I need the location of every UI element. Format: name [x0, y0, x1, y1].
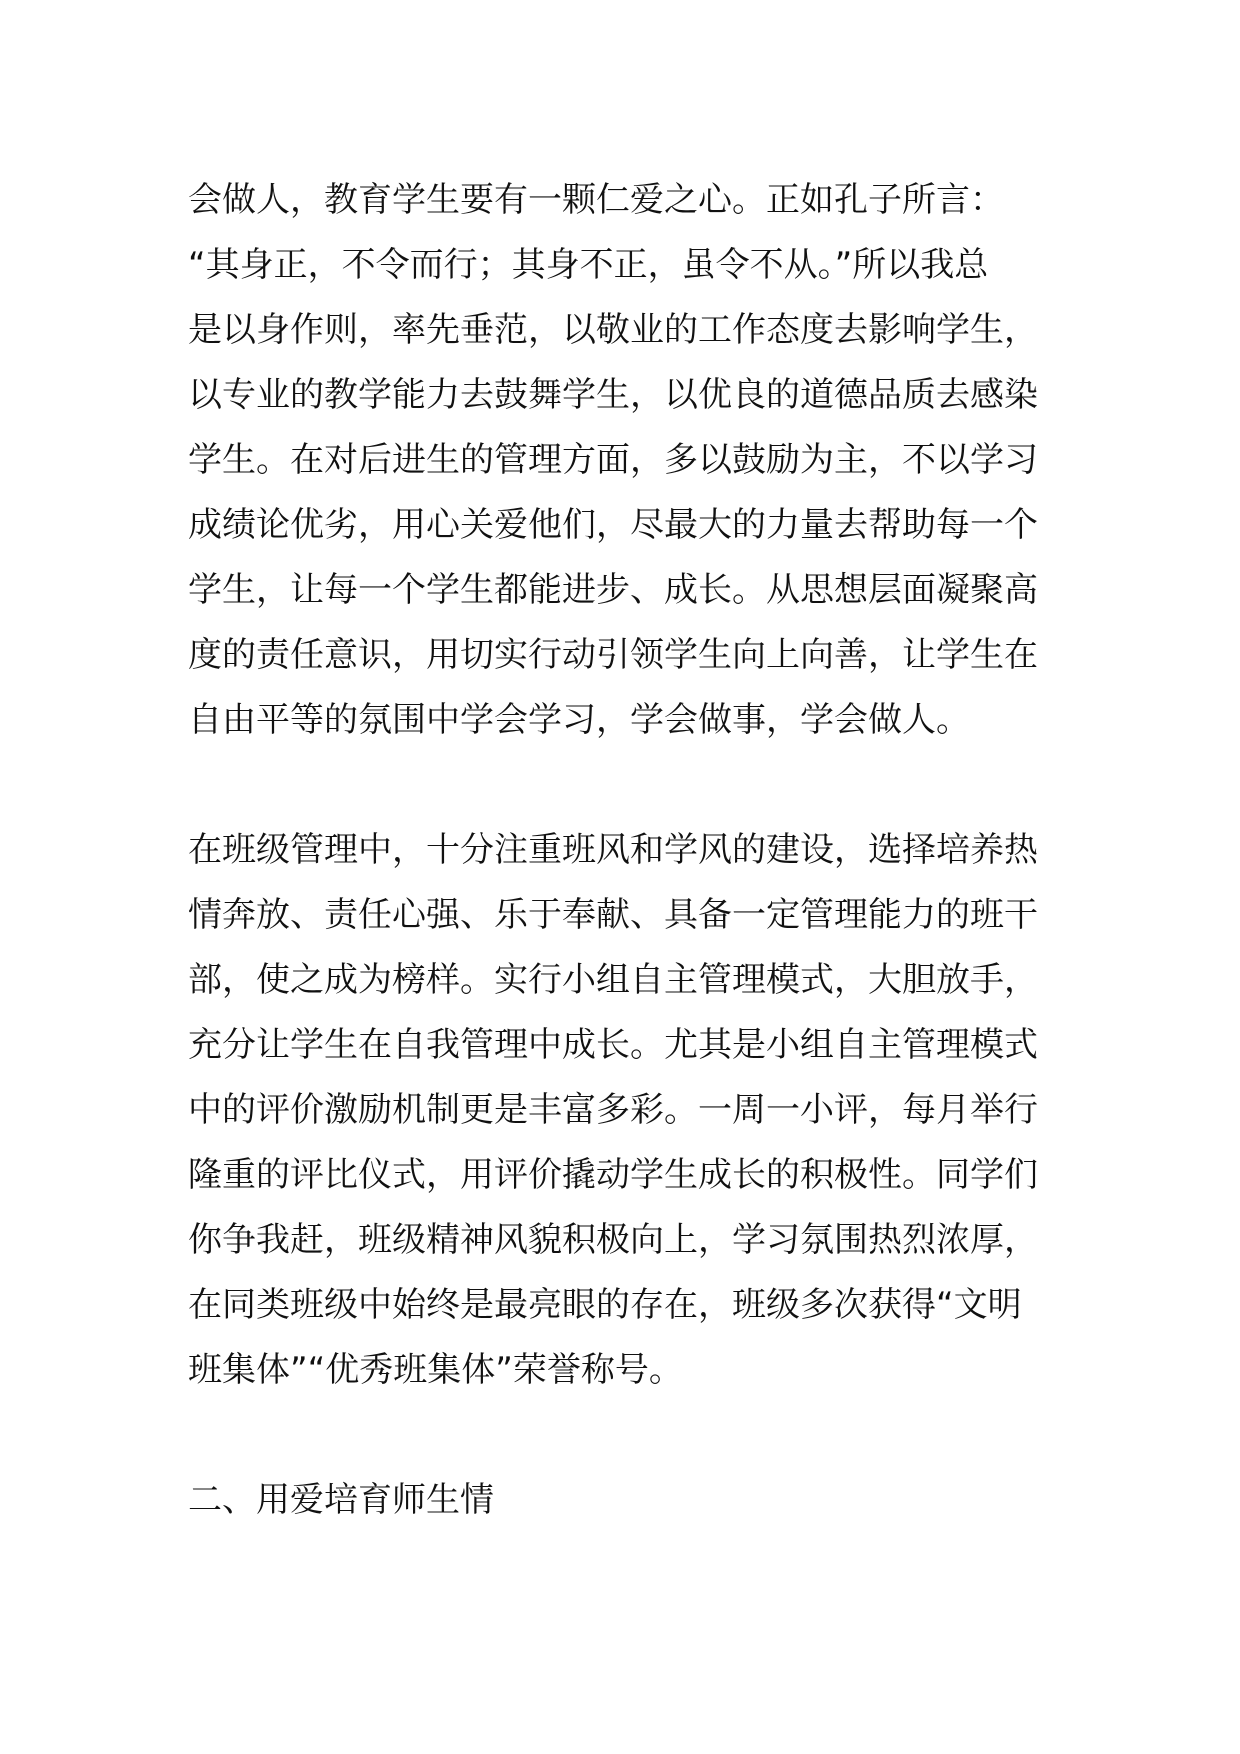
paragraph-spacer [188, 1403, 1058, 1468]
text-line: 隆重的评比仪式，用评价撬动学生成长的积极性。同学们 [188, 1155, 1038, 1195]
paragraph-spacer [188, 753, 1058, 818]
section-heading: 二、用爱培育师生情 [188, 1480, 494, 1520]
text-line: 是以身作则，率先垂范，以敬业的工作态度去影响学生， [188, 310, 1038, 350]
text-line: 以专业的教学能力去鼓舞学生，以优良的道德品质去感染 [188, 375, 1038, 415]
text-line: 中的评价激励机制更是丰富多彩。一周一小评，每月举行 [188, 1090, 1038, 1130]
text-line: 在班级管理中，十分注重班风和学风的建设，选择培养热 [188, 830, 1038, 870]
text-line: 情奔放、责任心强、乐于奉献、具备一定管理能力的班干 [188, 895, 1038, 935]
text-line: 学生。在对后进生的管理方面，多以鼓励为主，不以学习 [188, 440, 1038, 480]
text-line: 度的责任意识，用切实行动引领学生向上向善，让学生在 [188, 635, 1038, 675]
text-line: 学生，让每一个学生都能进步、成长。从思想层面凝聚高 [188, 570, 1038, 610]
text-line: 在同类班级中始终是最亮眼的存在，班级多次获得“文明 [188, 1285, 1022, 1325]
paragraph-2 [188, 818, 1058, 1403]
text-line: 部，使之成为榜样。实行小组自主管理模式，大胆放手， [188, 960, 1038, 1000]
text-line: 自由平等的氛围中学会学习，学会做事，学会做人。 [188, 700, 970, 740]
text-line: 班集体”“优秀班集体”荣誉称号。 [188, 1350, 683, 1390]
document-body [188, 168, 1058, 1533]
text-line: 成绩论优劣，用心关爱他们，尽最大的力量去帮助每一个 [188, 505, 1038, 545]
paragraph-1 [188, 168, 1058, 753]
text-line: 会做人，教育学生要有一颗仁爱之心。正如孔子所言： [188, 180, 1004, 220]
text-line: 充分让学生在自我管理中成长。尤其是小组自主管理模式 [188, 1025, 1038, 1065]
text-line: 你争我赶，班级精神风貌积极向上，学习氛围热烈浓厚， [188, 1220, 1038, 1260]
text-line: “其身正，不令而行；其身不正，虽令不从。”所以我总 [188, 245, 989, 285]
